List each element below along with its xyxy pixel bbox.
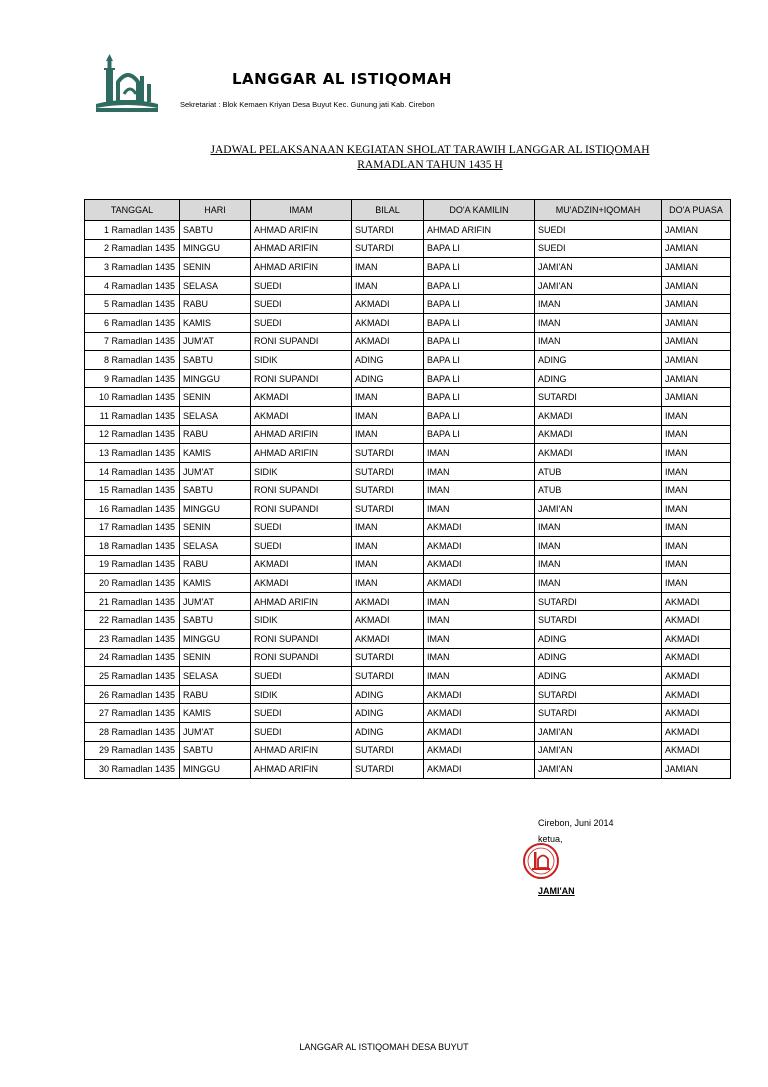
table-row [85,555,731,574]
table-row [85,481,731,500]
table-row [85,704,731,723]
table-cell: AHMAD ARIFIN [251,444,352,463]
column-header: DO'A PUASA [662,200,731,221]
table-cell: IMAN [662,425,731,444]
table-cell: AHMAD ARIFIN [251,760,352,779]
table-cell: AKMADI [424,741,535,760]
table-cell: RONI SUPANDI [251,648,352,667]
table-cell: JAMIAN [662,760,731,779]
table-row [85,369,731,388]
table-cell: RONI SUPANDI [251,630,352,649]
table-cell: RONI SUPANDI [251,499,352,518]
table-cell: AHMAD ARIFIN [424,221,535,240]
table-cell: JAMIAN [662,313,731,332]
table-cell: MINGGU [180,499,251,518]
table-cell: IMAN [352,518,424,537]
table-cell: JAMIAN [662,295,731,314]
table-cell: KAMIS [180,574,251,593]
table-cell: ADING [535,667,662,686]
table-cell: JAMIAN [662,239,731,258]
table-cell: IMAN [352,406,424,425]
table-cell: SUTARDI [535,592,662,611]
table-cell: 28 Ramadlan 1435 [85,723,180,742]
column-header: HARI [180,200,251,221]
table-cell: SENIN [180,518,251,537]
table-cell: KAMIS [180,704,251,723]
table-cell: AKMADI [352,332,424,351]
table-cell: IMAN [662,518,731,537]
table-cell: BAPA LI [424,406,535,425]
table-cell: RABU [180,555,251,574]
table-cell: AHMAD ARIFIN [251,425,352,444]
table-cell: SELASA [180,406,251,425]
table-cell: SUTARDI [352,667,424,686]
table-cell: 13 Ramadlan 1435 [85,444,180,463]
table-cell: AHMAD ARIFIN [251,741,352,760]
table-row [85,592,731,611]
table-cell: JAMIAN [662,369,731,388]
table-row [85,388,731,407]
table-cell: AKMADI [662,741,731,760]
page-title: LANGGAR AL ISTIQOMAH [232,70,452,88]
table-cell: SIDIK [251,685,352,704]
table-cell: SIDIK [251,351,352,370]
table-cell: SABTU [180,351,251,370]
table-cell: AHMAD ARIFIN [251,239,352,258]
table-cell: AKMADI [424,685,535,704]
table-cell: AKMADI [251,406,352,425]
table-row [85,611,731,630]
table-cell: 9 Ramadlan 1435 [85,369,180,388]
table-cell: SUEDI [251,313,352,332]
table-row [85,239,731,258]
table-cell: 3 Ramadlan 1435 [85,258,180,277]
table-cell: 29 Ramadlan 1435 [85,741,180,760]
table-cell: IMAN [424,592,535,611]
table-cell: SENIN [180,648,251,667]
table-cell: IMAN [424,667,535,686]
table-cell: JAMI'AN [535,760,662,779]
table-cell: IMAN [352,574,424,593]
table-cell: 2 Ramadlan 1435 [85,239,180,258]
table-cell: IMAN [535,295,662,314]
table-row [85,276,731,295]
table-cell: SUEDI [251,276,352,295]
table-cell: RABU [180,425,251,444]
column-header: BILAL [352,200,424,221]
table-cell: SELASA [180,667,251,686]
mosque-calligraphy-icon [94,54,160,116]
table-cell: AKMADI [662,685,731,704]
table-cell: SIDIK [251,462,352,481]
table-cell: 19 Ramadlan 1435 [85,555,180,574]
table-cell: SUTARDI [352,741,424,760]
table-cell: 8 Ramadlan 1435 [85,351,180,370]
table-cell: AKMADI [424,574,535,593]
table-cell: AKMADI [662,667,731,686]
table-cell: 7 Ramadlan 1435 [85,332,180,351]
table-cell: ADING [352,369,424,388]
table-cell: IMAN [352,276,424,295]
table-row [85,685,731,704]
document-subheading: RAMADLAN TAHUN 1435 H [357,159,503,171]
table-cell: MINGGU [180,760,251,779]
table-cell: JUM'AT [180,332,251,351]
table-row [85,351,731,370]
table-cell: ADING [535,630,662,649]
table-cell: 20 Ramadlan 1435 [85,574,180,593]
table-cell: AHMAD ARIFIN [251,258,352,277]
table-cell: IMAN [662,499,731,518]
table-cell: IMAN [424,648,535,667]
tarawih-schedule-table [84,199,731,779]
table-cell: BAPA LI [424,239,535,258]
table-cell: BAPA LI [424,276,535,295]
table-cell: JAMIAN [662,332,731,351]
table-cell: SUEDI [535,221,662,240]
table-cell: 21 Ramadlan 1435 [85,592,180,611]
table-cell: AKMADI [352,630,424,649]
table-cell: 1 Ramadlan 1435 [85,221,180,240]
table-cell: SUTARDI [352,444,424,463]
table-cell: JAMI'AN [535,723,662,742]
table-cell: AKMADI [424,537,535,556]
table-cell: SABTU [180,481,251,500]
table-cell: SUTARDI [535,388,662,407]
table-row [85,332,731,351]
table-row [85,741,731,760]
table-cell: IMAN [535,574,662,593]
table-cell: 10 Ramadlan 1435 [85,388,180,407]
document-heading: JADWAL PELAKSANAAN KEGIATAN SHOLAT TARAWIH LANGGAR AL ISTIQOMAH [210,144,650,156]
table-cell: SIDIK [251,611,352,630]
table-row [85,258,731,277]
page-footer: LANGGAR AL ISTIQOMAH DESA BUYUT [299,1042,469,1052]
table-cell: IMAN [535,332,662,351]
table-cell: ADING [352,685,424,704]
table-cell: ADING [352,723,424,742]
table-cell: ATUB [535,462,662,481]
table-row [85,499,731,518]
table-cell: IMAN [352,258,424,277]
secretariat-address: Sekretariat : Blok Kemaen Kriyan Desa Buyut Kec. Gunung jati Kab. Cirebon [180,100,435,109]
table-row [85,760,731,779]
table-cell: JAMI'AN [535,258,662,277]
table-row [85,667,731,686]
table-cell: SABTU [180,741,251,760]
table-cell: IMAN [352,555,424,574]
table-cell: SUTARDI [352,221,424,240]
table-cell: RONI SUPANDI [251,481,352,500]
table-cell: IMAN [352,388,424,407]
table-cell: SABTU [180,611,251,630]
table-cell: SUTARDI [352,239,424,258]
table-cell: BAPA LI [424,369,535,388]
table-cell: SUTARDI [352,462,424,481]
table-cell: AKMADI [662,704,731,723]
table-cell: ADING [535,369,662,388]
table-cell: SUTARDI [535,704,662,723]
table-cell: AKMADI [424,704,535,723]
table-cell: 25 Ramadlan 1435 [85,667,180,686]
table-row [85,723,731,742]
table-cell: RABU [180,685,251,704]
table-cell: SELASA [180,276,251,295]
table-cell: IMAN [535,518,662,537]
table-cell: JAMI'AN [535,741,662,760]
table-cell: 15 Ramadlan 1435 [85,481,180,500]
table-cell: 12 Ramadlan 1435 [85,425,180,444]
table-row [85,630,731,649]
table-cell: IMAN [662,444,731,463]
table-cell: IMAN [662,537,731,556]
stamp-icon [522,842,560,880]
table-row [85,406,731,425]
table-cell: RABU [180,295,251,314]
table-cell: SUEDI [251,537,352,556]
table-cell: 22 Ramadlan 1435 [85,611,180,630]
column-header: MU'ADZIN+IQOMAH [535,200,662,221]
table-cell: JAMI'AN [535,276,662,295]
table-cell: AKMADI [424,723,535,742]
table-row [85,295,731,314]
table-row [85,313,731,332]
table-cell: AKMADI [424,760,535,779]
table-cell: AKMADI [662,611,731,630]
table-cell: 4 Ramadlan 1435 [85,276,180,295]
table-cell: ADING [352,704,424,723]
table-cell: AKMADI [662,648,731,667]
table-cell: SUEDI [251,704,352,723]
table-row [85,462,731,481]
table-cell: KAMIS [180,444,251,463]
table-cell: AKMADI [352,592,424,611]
table-cell: IMAN [424,611,535,630]
table-cell: SUTARDI [535,611,662,630]
table-cell: BAPA LI [424,258,535,277]
table-cell: SUTARDI [352,648,424,667]
table-cell: JAMIAN [662,276,731,295]
table-cell: 16 Ramadlan 1435 [85,499,180,518]
table-cell: 26 Ramadlan 1435 [85,685,180,704]
table-row [85,648,731,667]
table-cell: RONI SUPANDI [251,369,352,388]
table-cell: SUTARDI [352,760,424,779]
table-cell: SUTARDI [535,685,662,704]
table-cell: 27 Ramadlan 1435 [85,704,180,723]
table-cell: SUEDI [251,667,352,686]
table-cell: SELASA [180,537,251,556]
table-cell: AHMAD ARIFIN [251,592,352,611]
table-cell: BAPA LI [424,313,535,332]
table-cell: IMAN [662,555,731,574]
table-cell: AKMADI [662,592,731,611]
table-cell: SUEDI [251,723,352,742]
table-cell: AKMADI [662,630,731,649]
table-cell: KAMIS [180,313,251,332]
table-cell: IMAN [535,555,662,574]
column-header: TANGGAL [85,200,180,221]
table-cell: AKMADI [251,388,352,407]
table-row [85,518,731,537]
table-cell: ADING [535,351,662,370]
table-cell: IMAN [662,574,731,593]
table-cell: JAMIAN [662,258,731,277]
table-cell: 6 Ramadlan 1435 [85,313,180,332]
table-cell: SABTU [180,221,251,240]
column-header: DO'A KAMILIN [424,200,535,221]
table-cell: AKMADI [424,518,535,537]
table-cell: SUEDI [251,295,352,314]
signature-role: ketua, [538,834,563,844]
table-cell: AKMADI [251,555,352,574]
table-cell: IMAN [352,537,424,556]
column-header: IMAM [251,200,352,221]
table-cell: SUEDI [535,239,662,258]
table-cell: 24 Ramadlan 1435 [85,648,180,667]
table-cell: SENIN [180,388,251,407]
table-cell: IMAN [424,630,535,649]
table-cell: IMAN [535,313,662,332]
table-cell: IMAN [424,499,535,518]
table-row [85,444,731,463]
table-cell: IMAN [352,425,424,444]
table-header-row [85,200,731,221]
table-cell: AKMADI [424,555,535,574]
table-cell: JAMIAN [662,221,731,240]
table-cell: SENIN [180,258,251,277]
table-cell: ADING [352,351,424,370]
table-cell: 14 Ramadlan 1435 [85,462,180,481]
table-cell: AHMAD ARIFIN [251,221,352,240]
table-row [85,574,731,593]
table-cell: AKMADI [352,295,424,314]
table-cell: BAPA LI [424,295,535,314]
table-cell: AKMADI [352,611,424,630]
table-cell: IMAN [424,444,535,463]
table-cell: AKMADI [535,406,662,425]
table-cell: AKMADI [535,425,662,444]
table-cell: AKMADI [251,574,352,593]
table-cell: JUM'AT [180,462,251,481]
table-cell: JAMIAN [662,351,731,370]
table-row [85,425,731,444]
table-cell: BAPA LI [424,388,535,407]
table-cell: ADING [535,648,662,667]
table-cell: IMAN [424,462,535,481]
table-cell: IMAN [662,462,731,481]
table-cell: IMAN [424,481,535,500]
table-cell: AKMADI [352,313,424,332]
table-cell: 5 Ramadlan 1435 [85,295,180,314]
table-cell: SUTARDI [352,499,424,518]
table-cell: SUEDI [251,518,352,537]
table-cell: ATUB [535,481,662,500]
table-cell: MINGGU [180,369,251,388]
table-cell: AKMADI [535,444,662,463]
signature-name: JAMI'AN [538,886,575,896]
table-cell: MINGGU [180,630,251,649]
table-cell: JUM'AT [180,723,251,742]
table-cell: AKMADI [662,723,731,742]
table-cell: BAPA LI [424,425,535,444]
table-cell: 23 Ramadlan 1435 [85,630,180,649]
signature-city-date: Cirebon, Juni 2014 [538,818,614,828]
table-row [85,537,731,556]
table-cell: 18 Ramadlan 1435 [85,537,180,556]
table-cell: RONI SUPANDI [251,332,352,351]
table-cell: IMAN [535,537,662,556]
table-cell: 30 Ramadlan 1435 [85,760,180,779]
table-cell: IMAN [662,406,731,425]
table-cell: SUTARDI [352,481,424,500]
table-cell: MINGGU [180,239,251,258]
table-cell: 11 Ramadlan 1435 [85,406,180,425]
table-cell: 17 Ramadlan 1435 [85,518,180,537]
table-cell: BAPA LI [424,351,535,370]
table-cell: BAPA LI [424,332,535,351]
table-cell: IMAN [662,481,731,500]
table-cell: JAMI'AN [535,499,662,518]
table-row [85,221,731,240]
table-cell: JAMIAN [662,388,731,407]
table-cell: JUM'AT [180,592,251,611]
